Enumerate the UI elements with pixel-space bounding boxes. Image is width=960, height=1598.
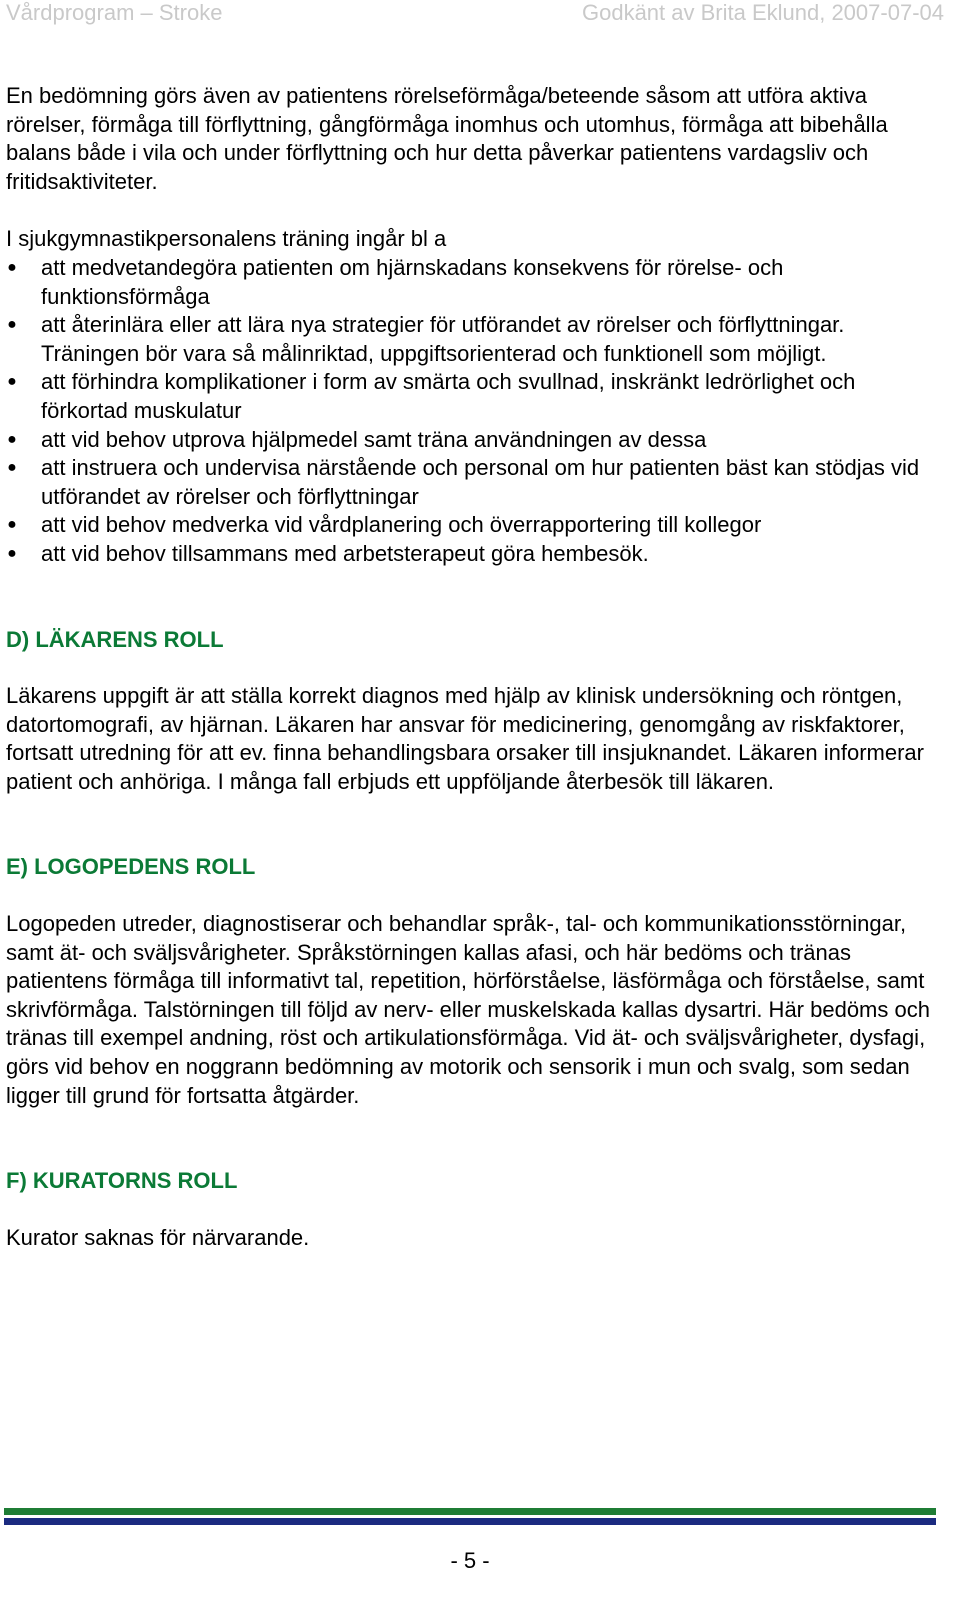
list-item-text: att instruera och undervisa närstående och personal om hur patienten bäst kan stödjas vid utförandet av rörelser och förflyttningar [41,455,920,509]
list-item [6,426,946,455]
header-approval: Godkänt av Brita Eklund, 2007-07-04 [581,0,944,25]
footer-rule [4,1508,936,1525]
bullet-icon: ● [7,373,17,391]
bullet-icon: ● [7,430,17,448]
list-item-text: att förhindra komplikationer i form av smärta och svullnad, inskränkt ledrörlighet och förkortad muskulatur [41,369,856,423]
footer-rule-blue [4,1518,936,1525]
physio-list-intro: I sjukgymnastikpersonalens träning ingår bl a [6,226,447,252]
list-item-text: att vid behov utprova hjälpmedel samt träna användningen av dessa [41,426,707,452]
kuratorns-roll-paragraph: Kurator saknas för närvarande. [6,1224,310,1250]
physio-intro-paragraph: En bedömning görs även av patientens rörelseförmåga/beteende såsom att utföra aktiva rörelser, förmåga till förflyttning, gångförmåga inomhus och utomhus, förmåga att bibehålla balans både i vila och under förflyttning och hur detta påverkar patientens vardagsliv och fritidsaktiviteter. [6,83,888,194]
header-title: Vårdprogram – Stroke [6,0,223,25]
footer-rule-green [4,1508,936,1515]
list-item-text: att vid behov tillsammans med arbetsterapeut göra hembesök. [41,540,649,566]
physio-bullet-list [6,254,946,569]
list-item [6,540,946,569]
bullet-icon: ● [7,516,17,534]
page-header [6,0,944,32]
section-heading-lakarens-roll: D) LÄKARENS ROLL [6,626,224,652]
document-body [6,82,946,1252]
section-heading-kuratorns-roll: F) KURATORNS ROLL [6,1168,238,1194]
bullet-icon: ● [7,316,17,334]
page-number: - 5 - [450,1548,490,1573]
list-item [6,368,946,425]
list-item-text: att medvetandegöra patienten om hjärnskadans konsekvens för rörelse- och funktionsförmåga [41,254,784,309]
bullet-icon: ● [7,258,17,276]
lakarens-roll-paragraph: Läkarens uppgift är att ställa korrekt diagnos med hjälp av klinisk undersökning och röntgen, datortomografi, av hjärnan. Läkaren har ansvar för medicinering, genomgång av riskfaktorer, fortsatt utredning för att ev. finna behandlingsbara orsaker till insjuknandet. Läkaren informerar patient och anhöriga. I många fall erbjuds ett uppföljande återbesök till läkaren. [6,683,924,794]
list-item-text: att vid behov medverka vid vårdplanering och överrapportering till kollegor [41,512,762,538]
list-item [6,254,946,311]
list-item-text: att återinlära eller att lära nya strategier för utförandet av rörelser och förflyttningar. Träningen bör vara så målinriktad, uppgiftsorienterad och funktionell som möjligt. [41,312,845,366]
bullet-icon: ● [7,459,17,477]
list-item [6,311,946,368]
list-item [6,454,946,511]
list-item [6,511,946,540]
logopedens-roll-paragraph: Logopeden utreder, diagnostiserar och behandlar språk-, tal- och kommunikationsstörningar, samt ät- och sväljsvårigheter. Språkstörningen kallas afasi, och här bedöms och tränas patientens förmåga till informativt tal, repetition, hörförståelse, läsförmåga och förståelse, samt skrivförmåga. Talstörningen till följd av nerv- eller muskelskada kallas dysartri. Här bedöms och tränas till exempel andning, röst och artikulationsförmåga. Vid ät- och sväljsvårigheter, dysfagi, görs vid behov en noggrann bedömning av motorik och sensorik i mun och svalg, som sedan ligger till grund för fortsatta åtgärder. [6,911,930,1108]
section-heading-logopedens-roll: E) LOGOPEDENS ROLL [6,854,256,880]
bullet-icon: ● [7,544,17,562]
